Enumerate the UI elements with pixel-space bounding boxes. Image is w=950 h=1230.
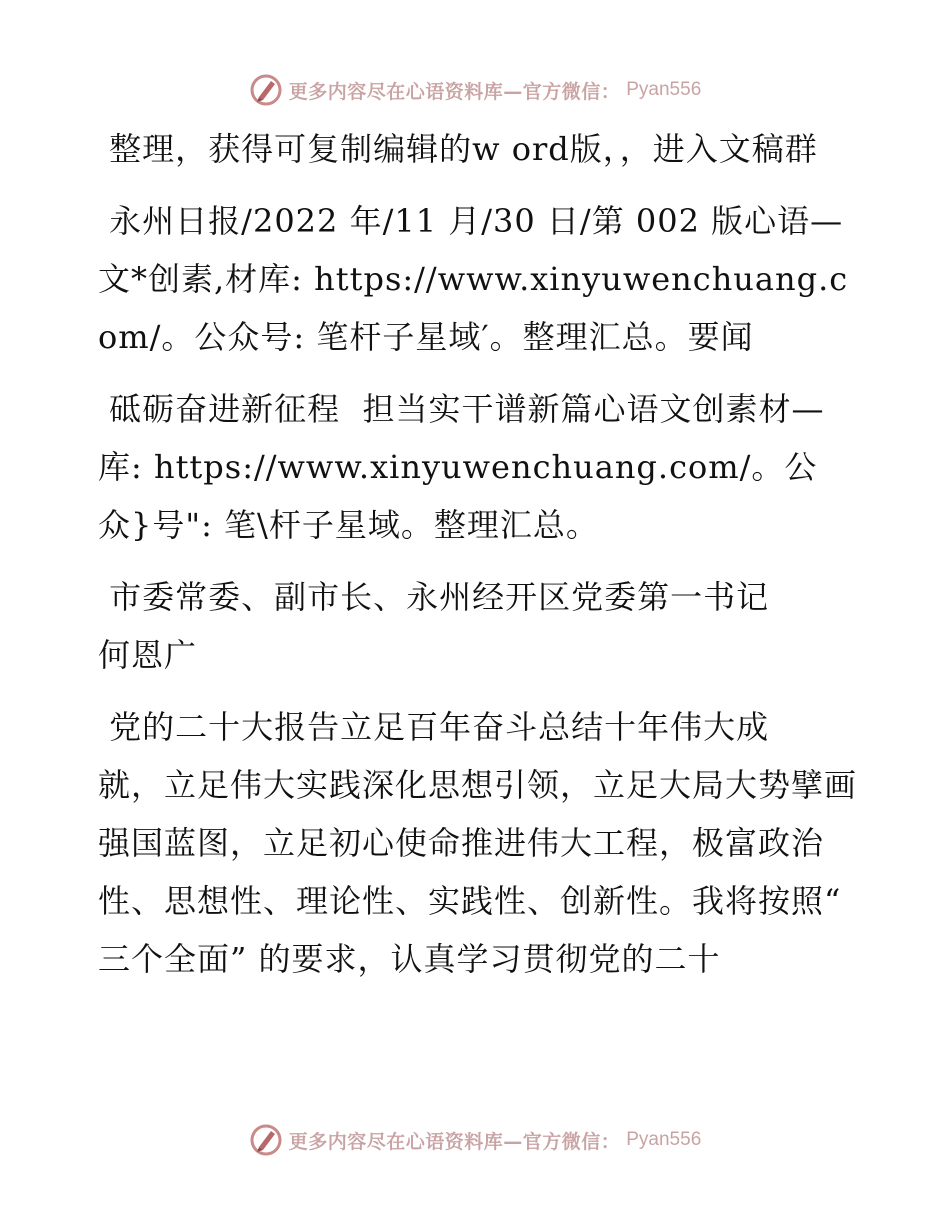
footer-watermark xyxy=(0,1120,950,1160)
watermark-text: 更多内容尽在心语资料库—官方微信： xyxy=(288,80,621,103)
paragraph-source: 永州日报/2022 年/11 月/30 日/第 002 版心语—文*创素,材库: https://www.xinyuwenchuang.com/。公众号: 笔杆子星域′。整理汇总。要闻 xyxy=(98,202,849,356)
pen-logo-icon xyxy=(249,1123,283,1157)
pen-logo-icon xyxy=(249,73,283,107)
watermark-brand: Pyan556 xyxy=(626,1129,702,1150)
paragraph-body: 党的二十大报告立足百年奋斗总结十年伟大成 就，立足伟大实践深化思想引领，立足大局大势擘画强国蓝图，立足初心使命推进伟大工程，极富政治性、思想性、理论性、实践性、创新性。我将按照“ 三个全面” 的要求，认真学习贯彻党的二十 xyxy=(98,708,858,978)
watermark-brand: Pyan556 xyxy=(626,79,702,100)
document-body xyxy=(98,120,858,1002)
paragraph-author: 市委常委、副市长、永州经开区党委第一书记 何恩广 xyxy=(98,578,770,674)
watermark-text: 更多内容尽在心语资料库—官方微信： xyxy=(288,1130,621,1153)
paragraph-intro: 整理，获得可复制编辑的w ord版，，进入文稿群 xyxy=(98,130,818,168)
paragraph-headline: 砥砺奋进新征程 担当实干谱新篇心语文创素材—库: https://www.xinyuwenchuang.com/。公众}号": 笔\杆子星域。整理汇总。 xyxy=(98,390,825,544)
header-watermark xyxy=(0,70,950,110)
